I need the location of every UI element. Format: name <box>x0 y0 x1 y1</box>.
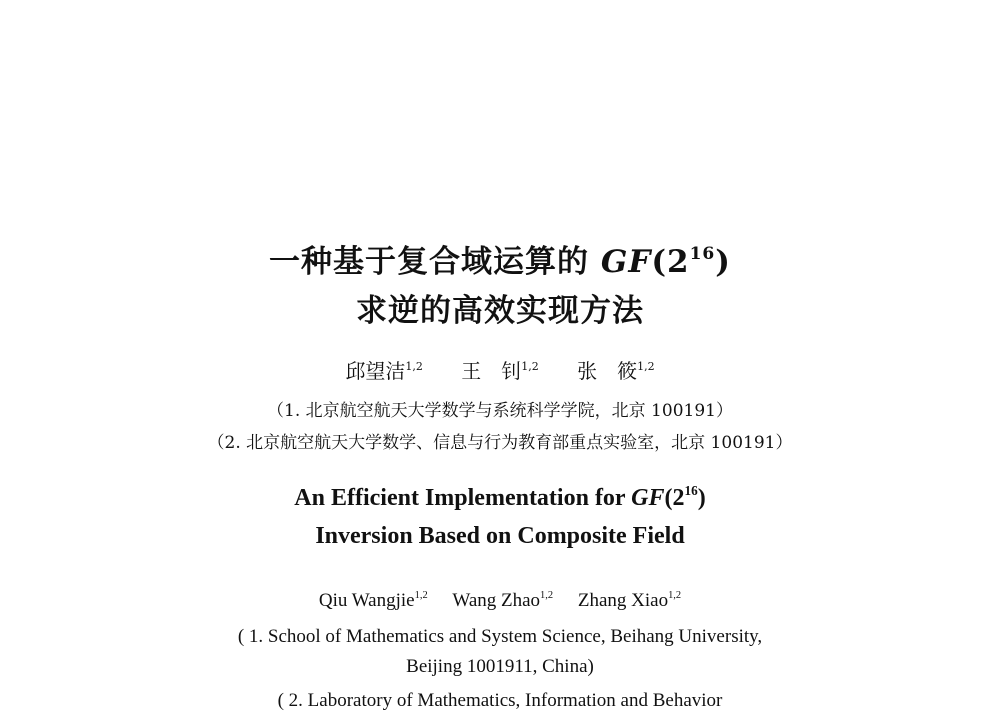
english-title-line-2: Inversion Based on Composite Field <box>315 523 685 549</box>
english-affiliation-1-line-1: ( 1. School of Mathematics and System Science, Beihang University, <box>237 626 763 647</box>
english-title-paren-open: (2 <box>664 485 685 511</box>
english-title-line-1 <box>0 485 1000 512</box>
english-author <box>452 590 553 612</box>
chinese-title-paren-open: (2 <box>651 244 690 280</box>
author-affiliation-mark: 1,2 <box>637 359 655 373</box>
chinese-author <box>577 355 655 384</box>
author-name: Qiu Wangjie <box>318 590 415 611</box>
chinese-title-line-1 <box>0 236 1000 281</box>
chinese-author <box>461 355 539 384</box>
english-title-gf: GF <box>631 485 665 511</box>
english-title-paren-close: ) <box>697 485 706 511</box>
chinese-author <box>345 355 423 384</box>
chinese-title-exponent: 16 <box>689 244 716 265</box>
english-affiliation-2-line-1: ( 2. Laboratory of Mathematics, Information and Behavior <box>277 690 723 711</box>
author-affiliation-mark: 1,2 <box>540 590 554 602</box>
english-author <box>319 590 428 612</box>
author-affiliation-mark: 1,2 <box>668 590 682 602</box>
author-affiliation-mark: 1,2 <box>521 359 539 373</box>
author-name: Wang Zhao <box>452 590 541 611</box>
author-name: Zhang Xiao <box>577 590 669 611</box>
chinese-title-line-2: 求逆的高效实现方法 <box>356 293 644 329</box>
english-affiliation-1-line-2: Beijing 1001911, China) <box>406 656 594 677</box>
author-name: 张 筱 <box>577 359 638 383</box>
chinese-affiliation-2: （2. 北京航空航天大学数学、信息与行为教育部重点实验室，北京 100191） <box>207 433 793 453</box>
english-title-text: An Efficient Implementation for <box>294 485 632 511</box>
chinese-author-list <box>0 355 1000 384</box>
author-affiliation-mark: 1,2 <box>414 590 428 602</box>
author-name: 邱望洁 <box>345 359 406 383</box>
english-author <box>578 590 681 612</box>
english-title-exponent: 16 <box>684 483 698 499</box>
author-affiliation-mark: 1,2 <box>405 359 423 373</box>
chinese-title-paren-close: ) <box>715 244 731 280</box>
english-author-list <box>0 590 1000 612</box>
chinese-title-text: 一种基于复合域运算的 <box>269 244 590 280</box>
chinese-affiliation-1: （1. 北京航空航天大学数学与系统科学学院，北京 100191） <box>267 401 733 421</box>
chinese-title-gf: GF <box>600 244 652 280</box>
author-name: 王 钊 <box>461 359 522 383</box>
